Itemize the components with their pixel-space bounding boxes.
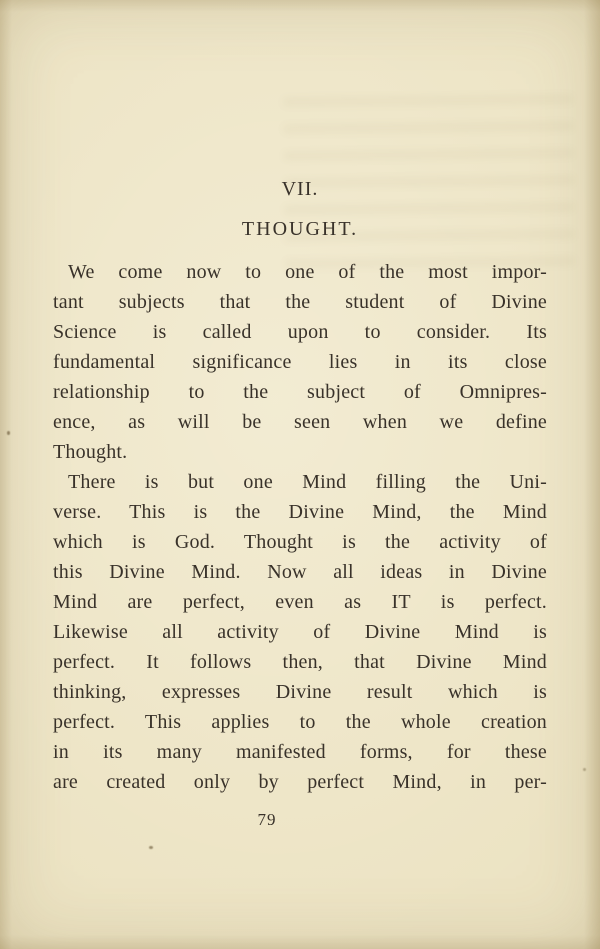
text-line: are created only by perfect Mind, in per- xyxy=(53,771,547,793)
text-line: perfect. It follows then, that Divine Mind xyxy=(53,651,547,673)
paper-speck xyxy=(7,431,10,435)
page-number: 79 xyxy=(257,810,277,829)
chapter-number: VII. xyxy=(281,178,319,200)
text-line: Mind are perfect, even as IT is perfect. xyxy=(53,591,547,613)
text-line: Likewise all activity of Divine Mind is xyxy=(53,621,547,643)
paragraph xyxy=(53,467,547,797)
page-content xyxy=(53,177,547,797)
text-line: which is God. Thought is the activity of xyxy=(53,531,547,553)
paper-speck xyxy=(583,768,586,771)
text-line: Science is called upon to consider. Its xyxy=(53,321,547,343)
text-line: this Divine Mind. Now all ideas in Divine xyxy=(53,561,547,583)
paragraph xyxy=(53,257,547,467)
text-line: There is but one Mind filling the Uni- xyxy=(68,471,547,493)
text-line: in its many manifested forms, for these xyxy=(53,741,547,763)
text-line: fundamental significance lies in its close xyxy=(53,351,547,373)
text-line: tant subjects that the student of Divine xyxy=(53,291,547,313)
text-line: ence, as will be seen when we define xyxy=(53,411,547,433)
paper-speck xyxy=(149,846,153,849)
text-line: relationship to the subject of Omnipres- xyxy=(53,381,547,403)
text-line: perfect. This applies to the whole creation xyxy=(53,711,547,733)
text-line: We come now to one of the most impor- xyxy=(68,261,547,283)
text-line: verse. This is the Divine Mind, the Mind xyxy=(53,501,547,523)
text-line: thinking, expresses Divine result which is xyxy=(53,681,547,703)
chapter-title: THOUGHT. xyxy=(241,218,359,240)
body-text xyxy=(53,257,547,797)
text-line: Thought. xyxy=(53,441,128,463)
